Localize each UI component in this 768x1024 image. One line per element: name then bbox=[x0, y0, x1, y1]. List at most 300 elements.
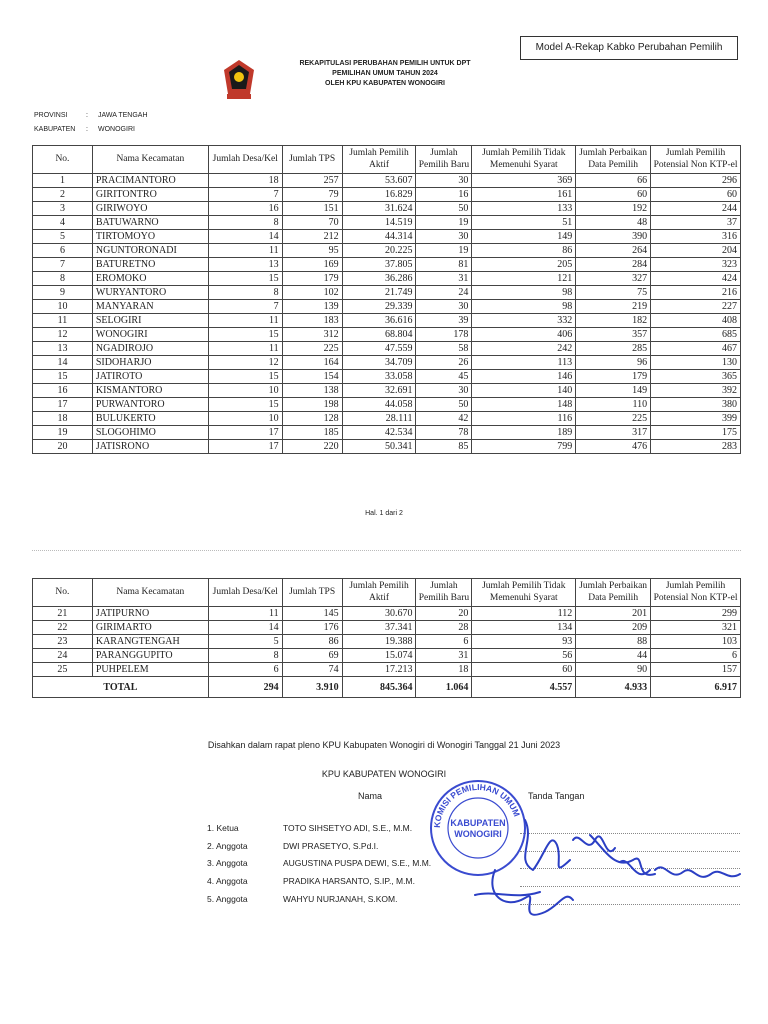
signatory-name: DWI PRASETYO, S.Pd.I. bbox=[283, 841, 379, 851]
provinsi-value: JAWA TENGAH bbox=[98, 112, 148, 119]
signatory-role: 5. Anggota bbox=[207, 894, 248, 904]
table-cell: 14 bbox=[208, 230, 282, 244]
table-cell: 6 bbox=[416, 635, 472, 649]
table-header-row bbox=[33, 146, 741, 174]
table-row bbox=[33, 244, 741, 258]
table-cell: 37 bbox=[651, 216, 741, 230]
table-cell: 1 bbox=[33, 174, 93, 188]
table-cell: 185 bbox=[282, 426, 342, 440]
table-cell: 685 bbox=[651, 328, 741, 342]
table-cell: 30.670 bbox=[342, 607, 416, 621]
table-cell: 85 bbox=[416, 440, 472, 454]
table-row bbox=[33, 412, 741, 426]
table-cell: 467 bbox=[651, 342, 741, 356]
table-cell: 130 bbox=[651, 356, 741, 370]
table-cell: 138 bbox=[282, 384, 342, 398]
table-cell: 66 bbox=[576, 174, 651, 188]
table-cell: 36.616 bbox=[342, 314, 416, 328]
table-cell: 157 bbox=[651, 663, 741, 677]
table-cell: WURYANTORO bbox=[92, 286, 208, 300]
model-label: Model A-Rekap Kabko Perubahan Pemilih bbox=[520, 36, 738, 60]
table-cell: 44.314 bbox=[342, 230, 416, 244]
column-header: Jumlah Pemilih Aktif bbox=[342, 146, 416, 174]
table-row bbox=[33, 398, 741, 412]
table-cell: 81 bbox=[416, 258, 472, 272]
kabupaten-label: KABUPATEN bbox=[34, 126, 76, 133]
table-cell: 116 bbox=[472, 412, 576, 426]
page-separator bbox=[32, 550, 741, 551]
total-label: TOTAL bbox=[33, 677, 209, 698]
table-body bbox=[33, 174, 741, 454]
table-cell: 154 bbox=[282, 370, 342, 384]
table-cell: 6 bbox=[208, 663, 282, 677]
table-cell: 44 bbox=[576, 649, 651, 663]
table-cell: 30 bbox=[416, 384, 472, 398]
table-row bbox=[33, 621, 741, 635]
table-cell: PUHPELEM bbox=[92, 663, 208, 677]
table-cell: 8 bbox=[208, 649, 282, 663]
kabupaten-colon: : bbox=[86, 126, 88, 133]
table-cell: 146 bbox=[472, 370, 576, 384]
table-cell: 28.111 bbox=[342, 412, 416, 426]
table-cell: 327 bbox=[576, 272, 651, 286]
stamp-outer-text: KOMISI PEMILIHAN UMUM bbox=[431, 781, 523, 829]
table-cell: 37.805 bbox=[342, 258, 416, 272]
table-cell: 56 bbox=[472, 649, 576, 663]
table-row bbox=[33, 174, 741, 188]
table-cell: 5 bbox=[208, 635, 282, 649]
table-cell: 225 bbox=[576, 412, 651, 426]
signatory-name: PRADIKA HARSANTO, S.IP., M.M. bbox=[283, 876, 415, 886]
column-header: No. bbox=[33, 146, 93, 174]
table-row bbox=[33, 328, 741, 342]
table-header-row bbox=[33, 579, 741, 607]
table-cell: 103 bbox=[651, 635, 741, 649]
table-cell: 7 bbox=[208, 188, 282, 202]
table-cell: 28 bbox=[416, 621, 472, 635]
table-cell: 15.074 bbox=[342, 649, 416, 663]
table-cell: 161 bbox=[472, 188, 576, 202]
table-cell: 21.749 bbox=[342, 286, 416, 300]
table-cell: 18 bbox=[33, 412, 93, 426]
column-header: Jumlah Pemilih Potensial Non KTP-el bbox=[651, 579, 741, 607]
table-cell: 16 bbox=[208, 202, 282, 216]
table-cell: 14 bbox=[208, 621, 282, 635]
table-cell: 299 bbox=[651, 607, 741, 621]
table-cell: NGADIROJO bbox=[92, 342, 208, 356]
table-cell: NGUNTORONADI bbox=[92, 244, 208, 258]
table-cell: GIRITONTRO bbox=[92, 188, 208, 202]
table-cell: 198 bbox=[282, 398, 342, 412]
table-cell: 365 bbox=[651, 370, 741, 384]
meta-provinsi bbox=[34, 112, 148, 119]
table-cell: 283 bbox=[651, 440, 741, 454]
provinsi-colon: : bbox=[86, 112, 88, 119]
table-cell: 30 bbox=[416, 230, 472, 244]
table-cell: 3 bbox=[33, 202, 93, 216]
table-cell: 139 bbox=[282, 300, 342, 314]
table-row bbox=[33, 258, 741, 272]
table-cell: KISMANTORO bbox=[92, 384, 208, 398]
table-cell: 424 bbox=[651, 272, 741, 286]
table-cell: 205 bbox=[472, 258, 576, 272]
table-row bbox=[33, 384, 741, 398]
column-header: Nama Kecamatan bbox=[92, 146, 208, 174]
signatory-role: 3. Anggota bbox=[207, 858, 248, 868]
table-cell: SIDOHARJO bbox=[92, 356, 208, 370]
header-line-1: REKAPITULASI PERUBAHAN PEMILIH UNTUK DPT bbox=[299, 60, 471, 67]
signatory-role: 1. Ketua bbox=[207, 823, 239, 833]
signatory-row bbox=[207, 823, 412, 837]
table-cell: 134 bbox=[472, 621, 576, 635]
table-cell: 7 bbox=[33, 258, 93, 272]
table-cell: 12 bbox=[208, 356, 282, 370]
table-cell: 15 bbox=[33, 370, 93, 384]
table-cell: 369 bbox=[472, 174, 576, 188]
table-cell: 23 bbox=[33, 635, 93, 649]
table-cell: 312 bbox=[282, 328, 342, 342]
table-cell: 30 bbox=[416, 300, 472, 314]
total-cell: 6.917 bbox=[651, 677, 741, 698]
table-cell: 128 bbox=[282, 412, 342, 426]
table-cell: 140 bbox=[472, 384, 576, 398]
table-cell: 16 bbox=[416, 188, 472, 202]
table-cell: 88 bbox=[576, 635, 651, 649]
table-cell: 58 bbox=[416, 342, 472, 356]
table-cell: 68.804 bbox=[342, 328, 416, 342]
table-cell: BATUWARNO bbox=[92, 216, 208, 230]
table-row bbox=[33, 216, 741, 230]
table-cell: 10 bbox=[208, 412, 282, 426]
table-cell: 284 bbox=[576, 258, 651, 272]
table-cell: 189 bbox=[472, 426, 576, 440]
table-cell: 69 bbox=[282, 649, 342, 663]
table-row bbox=[33, 663, 741, 677]
table-cell: 225 bbox=[282, 342, 342, 356]
table-cell: 93 bbox=[472, 635, 576, 649]
rekap-table-page-1 bbox=[32, 145, 741, 454]
table-cell: 75 bbox=[576, 286, 651, 300]
table-row bbox=[33, 426, 741, 440]
table-cell: 31 bbox=[416, 272, 472, 286]
table-cell: 60 bbox=[576, 188, 651, 202]
table-cell: 392 bbox=[651, 384, 741, 398]
table-cell: JATISRONO bbox=[92, 440, 208, 454]
tanda-tangan-label: Tanda Tangan bbox=[528, 791, 585, 801]
table-row bbox=[33, 370, 741, 384]
table-cell: 296 bbox=[651, 174, 741, 188]
table-cell: 96 bbox=[576, 356, 651, 370]
table-cell: 175 bbox=[651, 426, 741, 440]
table-cell: 317 bbox=[576, 426, 651, 440]
table-row bbox=[33, 635, 741, 649]
table-cell: 25 bbox=[33, 663, 93, 677]
column-header: Jumlah Pemilih Tidak Memenuhi Syarat bbox=[472, 579, 576, 607]
table-cell: 204 bbox=[651, 244, 741, 258]
table-cell: JATIPURNO bbox=[92, 607, 208, 621]
column-header: Jumlah Perbaikan Data Pemilih bbox=[576, 579, 651, 607]
table-cell: 47.559 bbox=[342, 342, 416, 356]
table-cell: 70 bbox=[282, 216, 342, 230]
table-cell: 219 bbox=[576, 300, 651, 314]
column-header: Jumlah Pemilih Aktif bbox=[342, 579, 416, 607]
table-cell: 44.058 bbox=[342, 398, 416, 412]
table-cell: 244 bbox=[651, 202, 741, 216]
table-cell: MANYARAN bbox=[92, 300, 208, 314]
table-cell: 98 bbox=[472, 286, 576, 300]
column-header: Jumlah TPS bbox=[282, 579, 342, 607]
provinsi-label: PROVINSI bbox=[34, 112, 68, 119]
table-cell: GIRIMARTO bbox=[92, 621, 208, 635]
table-cell: 4 bbox=[33, 216, 93, 230]
table-cell: GIRIWOYO bbox=[92, 202, 208, 216]
table-cell: 60 bbox=[651, 188, 741, 202]
table-cell: 183 bbox=[282, 314, 342, 328]
table-cell: 192 bbox=[576, 202, 651, 216]
table-cell: 32.691 bbox=[342, 384, 416, 398]
table-row bbox=[33, 202, 741, 216]
total-cell: 3.910 bbox=[282, 677, 342, 698]
table-cell: 179 bbox=[282, 272, 342, 286]
table-cell: 60 bbox=[472, 663, 576, 677]
signatory-row bbox=[207, 858, 431, 872]
kpu-logo-icon bbox=[222, 58, 256, 100]
table-row bbox=[33, 286, 741, 300]
table-cell: 179 bbox=[576, 370, 651, 384]
table-cell: 15 bbox=[208, 370, 282, 384]
table-cell: 212 bbox=[282, 230, 342, 244]
header-line-3: OLEH KPU KABUPATEN WONOGIRI bbox=[325, 80, 445, 87]
table-cell: 149 bbox=[576, 384, 651, 398]
total-cell: 294 bbox=[208, 677, 282, 698]
column-header: Jumlah Desa/Kel bbox=[208, 146, 282, 174]
table-cell: 51 bbox=[472, 216, 576, 230]
table-cell: 22 bbox=[33, 621, 93, 635]
meta-kabupaten bbox=[34, 126, 135, 133]
table-cell: 53.607 bbox=[342, 174, 416, 188]
table-cell: 332 bbox=[472, 314, 576, 328]
table-cell: 79 bbox=[282, 188, 342, 202]
table-cell: 390 bbox=[576, 230, 651, 244]
table-cell: 33.058 bbox=[342, 370, 416, 384]
table-cell: 169 bbox=[282, 258, 342, 272]
table-cell: 17 bbox=[208, 440, 282, 454]
signatory-role: 4. Anggota bbox=[207, 876, 248, 886]
table-row bbox=[33, 314, 741, 328]
table-cell: 39 bbox=[416, 314, 472, 328]
table-cell: 316 bbox=[651, 230, 741, 244]
column-header: Jumlah Desa/Kel bbox=[208, 579, 282, 607]
table-cell: 264 bbox=[576, 244, 651, 258]
table-cell: 11 bbox=[208, 244, 282, 258]
table-cell: 37.341 bbox=[342, 621, 416, 635]
table-body bbox=[33, 607, 741, 698]
table-cell: 6 bbox=[651, 649, 741, 663]
table-cell: 285 bbox=[576, 342, 651, 356]
table-cell: 242 bbox=[472, 342, 576, 356]
table-cell: 13 bbox=[33, 342, 93, 356]
table-cell: 110 bbox=[576, 398, 651, 412]
table-cell: 18 bbox=[208, 174, 282, 188]
stamp-inner-text-1: KABUPATEN bbox=[450, 818, 506, 828]
table-cell: 20 bbox=[416, 607, 472, 621]
table-cell: 11 bbox=[33, 314, 93, 328]
table-cell: 408 bbox=[651, 314, 741, 328]
table-cell: 220 bbox=[282, 440, 342, 454]
handwritten-signatures-icon bbox=[455, 800, 745, 930]
table-row bbox=[33, 342, 741, 356]
table-cell: 227 bbox=[651, 300, 741, 314]
table-cell: 209 bbox=[576, 621, 651, 635]
table-cell: 42 bbox=[416, 412, 472, 426]
table-cell: 17.213 bbox=[342, 663, 416, 677]
table-cell: 102 bbox=[282, 286, 342, 300]
table-cell: 380 bbox=[651, 398, 741, 412]
table-cell: 34.709 bbox=[342, 356, 416, 370]
table-cell: 133 bbox=[472, 202, 576, 216]
table-cell: 30 bbox=[416, 174, 472, 188]
table-cell: PRACIMANTORO bbox=[92, 174, 208, 188]
table-row bbox=[33, 300, 741, 314]
table-cell: 257 bbox=[282, 174, 342, 188]
table-cell: 14.519 bbox=[342, 216, 416, 230]
column-header: Jumlah Pemilih Potensial Non KTP-el bbox=[651, 146, 741, 174]
table-row bbox=[33, 649, 741, 663]
table-cell: 5 bbox=[33, 230, 93, 244]
table-cell: 42.534 bbox=[342, 426, 416, 440]
table-cell: 16.829 bbox=[342, 188, 416, 202]
table-row bbox=[33, 188, 741, 202]
table-cell: 8 bbox=[33, 272, 93, 286]
table-cell: 164 bbox=[282, 356, 342, 370]
table-cell: 19 bbox=[33, 426, 93, 440]
signatory-row bbox=[207, 876, 415, 890]
table-cell: 74 bbox=[282, 663, 342, 677]
table-cell: 7 bbox=[208, 300, 282, 314]
approval-text: Disahkan dalam rapat pleno KPU Kabupaten Wonogiri di Wonogiri Tanggal 21 Juni 2023 bbox=[207, 740, 561, 750]
table-cell: 50 bbox=[416, 398, 472, 412]
signatory-name: WAHYU NURJANAH, S.KOM. bbox=[283, 894, 398, 904]
table-cell: 14 bbox=[33, 356, 93, 370]
signatory-name: TOTO SIHSETYO ADI, S.E., M.M. bbox=[283, 823, 413, 833]
signatory-row bbox=[207, 894, 397, 908]
table-row bbox=[33, 230, 741, 244]
table-cell: 178 bbox=[416, 328, 472, 342]
table-cell: 19 bbox=[416, 244, 472, 258]
table-cell: 176 bbox=[282, 621, 342, 635]
table-cell: 112 bbox=[472, 607, 576, 621]
total-cell: 4.557 bbox=[472, 677, 576, 698]
header-line-2: PEMILIHAN UMUM TAHUN 2024 bbox=[332, 70, 438, 77]
table-cell: 16 bbox=[33, 384, 93, 398]
table-cell: 98 bbox=[472, 300, 576, 314]
table-cell: 18 bbox=[416, 663, 472, 677]
table-cell: JATIROTO bbox=[92, 370, 208, 384]
table-cell: 145 bbox=[282, 607, 342, 621]
table-cell: 50 bbox=[416, 202, 472, 216]
table-cell: PURWANTORO bbox=[92, 398, 208, 412]
table-cell: 121 bbox=[472, 272, 576, 286]
table-cell: 399 bbox=[651, 412, 741, 426]
table-cell: 201 bbox=[576, 607, 651, 621]
table-cell: 323 bbox=[651, 258, 741, 272]
table-cell: 799 bbox=[472, 440, 576, 454]
table-cell: 15 bbox=[208, 272, 282, 286]
table-cell: 2 bbox=[33, 188, 93, 202]
table-cell: 11 bbox=[208, 342, 282, 356]
table-cell: 321 bbox=[651, 621, 741, 635]
table-cell: 86 bbox=[472, 244, 576, 258]
table-cell: 15 bbox=[208, 328, 282, 342]
table-cell: 20.225 bbox=[342, 244, 416, 258]
table-cell: 476 bbox=[576, 440, 651, 454]
table-cell: 31 bbox=[416, 649, 472, 663]
table-cell: 13 bbox=[208, 258, 282, 272]
table-cell: 8 bbox=[208, 286, 282, 300]
column-header: Jumlah TPS bbox=[282, 146, 342, 174]
table-cell: 10 bbox=[208, 384, 282, 398]
table-cell: 11 bbox=[208, 607, 282, 621]
table-cell: 26 bbox=[416, 356, 472, 370]
stamp-inner-text-2: WONOGIRI bbox=[454, 829, 502, 839]
table-cell: BULUKERTO bbox=[92, 412, 208, 426]
table-cell: 24 bbox=[416, 286, 472, 300]
signatory-row bbox=[207, 841, 378, 855]
report-header bbox=[270, 59, 500, 89]
table-cell: BATURETNO bbox=[92, 258, 208, 272]
table-cell: 48 bbox=[576, 216, 651, 230]
total-cell: 845.364 bbox=[342, 677, 416, 698]
total-cell: 1.064 bbox=[416, 677, 472, 698]
table-cell: 12 bbox=[33, 328, 93, 342]
table-row bbox=[33, 607, 741, 621]
table-cell: KARANGTENGAH bbox=[92, 635, 208, 649]
table-row bbox=[33, 356, 741, 370]
table-cell: 90 bbox=[576, 663, 651, 677]
total-row bbox=[33, 677, 741, 698]
table-cell: 148 bbox=[472, 398, 576, 412]
table-cell: 149 bbox=[472, 230, 576, 244]
table-cell: 406 bbox=[472, 328, 576, 342]
nama-label: Nama bbox=[358, 791, 383, 801]
column-header: Jumlah Pemilih Tidak Memenuhi Syarat bbox=[472, 146, 576, 174]
table-cell: 11 bbox=[208, 314, 282, 328]
column-header: Jumlah Pemilih Baru bbox=[416, 146, 472, 174]
column-header: Jumlah Pemilih Baru bbox=[416, 579, 472, 607]
table-cell: SLOGOHIMO bbox=[92, 426, 208, 440]
table-cell: 19 bbox=[416, 216, 472, 230]
table-cell: EROMOKO bbox=[92, 272, 208, 286]
table-cell: 21 bbox=[33, 607, 93, 621]
rekap-table-page-2 bbox=[32, 578, 741, 698]
table-cell: 50.341 bbox=[342, 440, 416, 454]
signatory-name: AUGUSTINA PUSPA DEWI, S.E., M.M. bbox=[283, 858, 432, 868]
table-cell: 357 bbox=[576, 328, 651, 342]
column-header: Nama Kecamatan bbox=[92, 579, 208, 607]
table-cell: 78 bbox=[416, 426, 472, 440]
kabupaten-value: WONOGIRI bbox=[98, 126, 135, 133]
table-cell: 95 bbox=[282, 244, 342, 258]
table-cell: SELOGIRI bbox=[92, 314, 208, 328]
table-cell: 36.286 bbox=[342, 272, 416, 286]
table-cell: TIRTOMOYO bbox=[92, 230, 208, 244]
table-cell: 20 bbox=[33, 440, 93, 454]
table-cell: 31.624 bbox=[342, 202, 416, 216]
table-cell: 45 bbox=[416, 370, 472, 384]
table-cell: 9 bbox=[33, 286, 93, 300]
page-number: Hal. 1 dari 2 bbox=[365, 510, 403, 517]
column-header: No. bbox=[33, 579, 93, 607]
